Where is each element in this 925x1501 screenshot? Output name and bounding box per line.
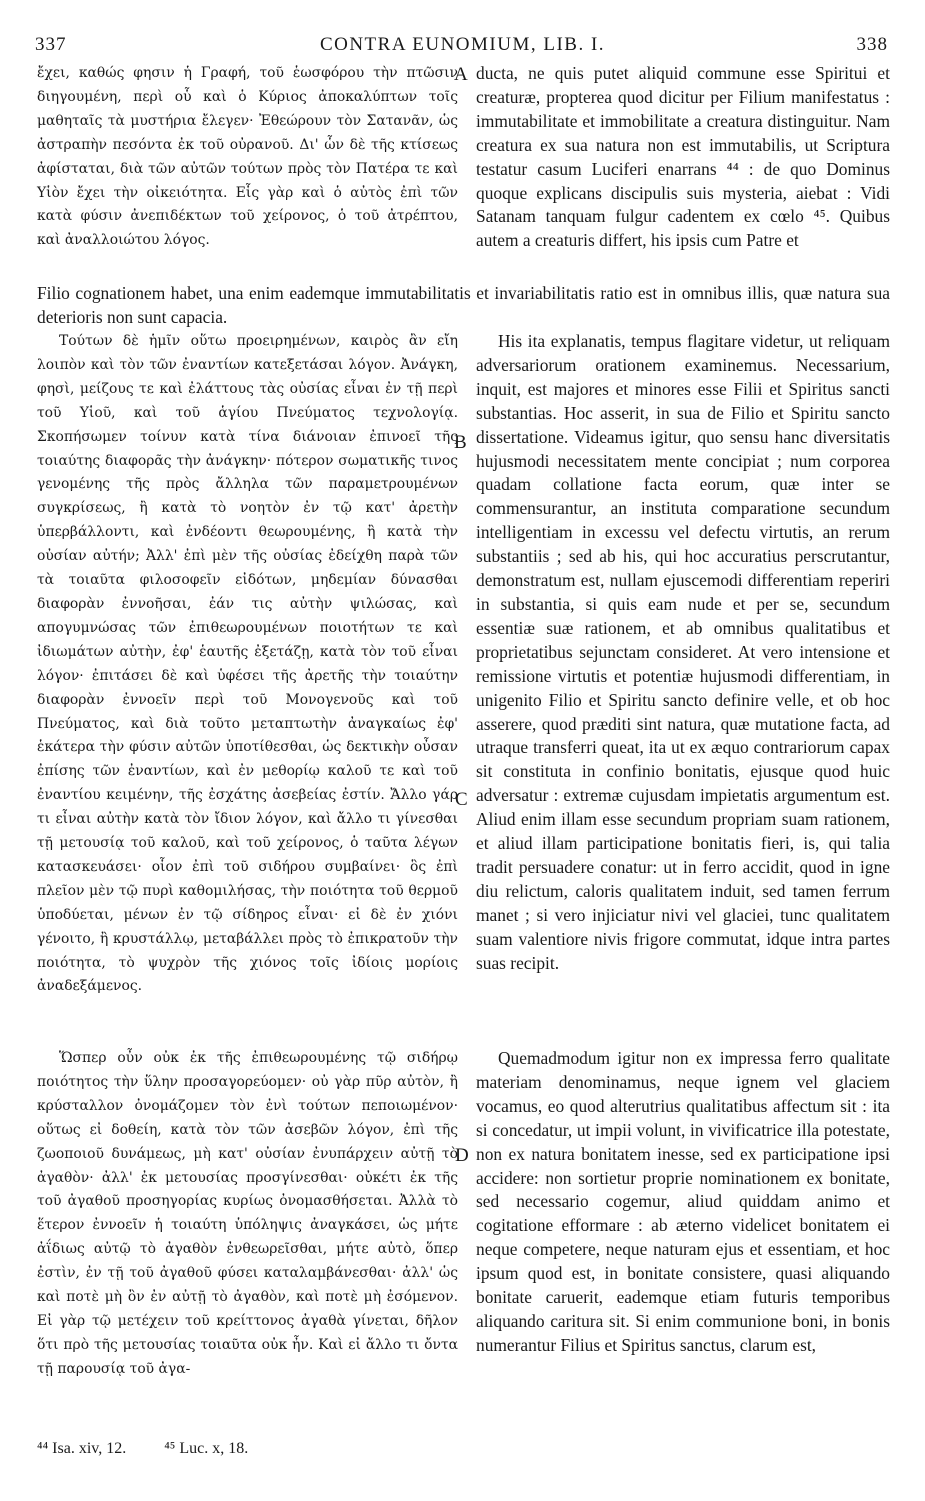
footnote-44: ⁴⁴ Isa. xiv, 12.: [37, 1440, 127, 1457]
latin-paragraph: Quemadmodum igitur non ex impressa ferro qualitate materiam denominamus, neque ignem vel glaciem vocamus, eo quod alterutrius qualitatibus affectum sit : ita si concedatur, ut impii volunt, in vivificatrice illa potestate, non ex natura bonitatem inesse, sed ex participatione ipsi accidere: non sortietur proprie nominationem ex bonitate, sed necessario cogemur, aliud quiddam animo et cogitatione efformare : ab æterno videlicet bonitatem ei neque competere, neque naturam ejus et essentiam, et hoc ipsum quod est, in bonitate consistere, quasi aliquando bonitate caruerit, eademque etiam futuris temporibus aliquando caritura sit. Si enim communione boni, in bonis numerantur Filius et Spiritus sanctus, clarum est,: [476, 1048, 890, 1355]
greek-paragraph: Ὥσπερ οὖν οὐκ ἐκ τῆς ἐπιθεωρουμένης τῷ σιδήρῳ ποιότητος τὴν ὕλην προσαγορεύομεν· οὐ γὰρ πῦρ αὐτὸν, ἢ κρύσταλλον ὀνομάζομεν τὸν ἐνὶ τούτων πεποιωμένον· οὕτως εἰ δοθείη, κατὰ τὸν τῶν ἀσεβῶν λόγον, ἐπὶ τῆς ζωοποιοῦ δυνάμεως, μὴ κατ' οὐσίαν ἐνυπάρχειν αὐτῇ τὸ ἀγαθὸν· ἀλλ' ἐκ μετουσίας προσγίνεσθαι· οὐκέτι ἐκ τῆς τοῦ ἀγαθοῦ προσηγορίας κυρίως ὀνομασθήσεται. Ἀλλὰ τὸ ἕτερον ἐννοεῖν ἡ τοιαύτη ὑπόληψις ἀναγκάσει, ὡς μήτε ἀΐδιως αὐτῷ τὸ ἀγαθὸν ἐνθεωρεῖσθαι, μήτε αὐτὸ, ὅπερ ἐστὶν, ἐν τῇ τοῦ ἀγαθοῦ φύσει καταλαμβάνεσθαι· ἀλλ' ὡς καὶ ποτὲ μὴ ὂν ἐν αὐτῇ τὸ ἀγαθὸν, καὶ ποτὲ μὴ ἐσόμενον. Εἰ γὰρ τῷ μετέχειν τοῦ κρείττονος ἀγαθὰ γίνεται, δῆλον ὅτι πρὸ τῆς μετουσίας τοιαῦτα οὐκ ἦν. Καὶ εἰ ἄλλο τι ὄντα τῇ παρουσίᾳ τοῦ ἀγα-: [37, 1050, 458, 1377]
section-marker-c: C: [455, 789, 468, 810]
latin-column-block-2: [476, 330, 890, 975]
running-header: [0, 34, 925, 60]
latin-column-block-1: [476, 62, 890, 253]
latin-column-block-3: [476, 1047, 890, 1358]
running-title: CONTRA EUNOMIUM, LIB. I.: [319, 34, 606, 55]
page-number-left: 337: [35, 34, 67, 55]
latin-full-width-line: Filio cognationem habet, una enim eademque immutabilitatis et invariabilitatis ratio est in omnibus illis, quæ natura sua deterioris non sunt capacia.: [37, 283, 890, 327]
greek-paragraph: ἔχει, καθώς φησιν ἡ Γραφή, τοῦ ἑωσφόρου τὴν πτῶσιν διηγουμένη, περὶ οὗ καὶ ὁ Κύριος ἀποκαλύπτων τοῖς μαθηταῖς τὰ μυστήρια ἔλεγεν· Ἐθεώρουν τὸν Σατανᾶν, ὡς ἀστραπὴν πεσόντα ἐκ τοῦ οὐρανοῦ. Δι' ὧν δὲ τῆς κτίσεως ἀφίσταται, διὰ τῶν αὐτῶν τούτων πρὸς τὸν Πατέρα τε καὶ Υἱὸν ἔχει τὴν οἰκειότητα. Εἷς γὰρ καὶ ὁ αὐτὸς ἐπὶ τῶν κατὰ φύσιν ἀνεπιδέκτων τοῦ χείρονος, ὁ τοῦ ἀτρέπτου, καὶ ἀναλλοιώτου λόγος.: [37, 65, 458, 249]
section-marker-b: B: [454, 432, 467, 453]
latin-paragraph: ducta, ne quis putet aliquid commune esse Spiritui et creaturæ, propterea quod dicitur per Filium manifestatus : immutabilitate et immobilitate a creatura distinguitur. Nam creatura ex sua natura non est immutabilis, ut Scriptura testatur casum Luciferi enarrans ⁴⁴ : de quo Dominus quoque explicans discipulis suis mysteria, aiebat : Vidi Satanam tanquam fulgur cadentem ex cœlo ⁴⁵. Quibus autem a creaturis differt, his ipsis cum Patre et: [476, 63, 890, 251]
greek-column-block-1: [37, 62, 458, 253]
greek-column-block-2: [37, 330, 458, 999]
latin-paragraph: His ita explanatis, tempus flagitare videtur, ut reliquam adversariorum orationem examinemus. Necessarium, inquit, est majores et minores esse Filii et Spiritus sancti substantias. Hoc asserit, in sua de Filio et Spiritu sancto dissertatione. Videamus igitur, quo sensu hanc diversitatis hujusmodi necessitatem mente concipiat ; num corporea quadam collatione facta eorum, quæ inter se commensurantur, an instituta comparatione secundum intelligentiam in excessu vel defectu virtutis, an rerum substantiis ; sed ab his, qui hoc accuratius perscrutantur, demonstratum est, nullam ejuscemodi differentiam reperiri in substantia, si quis eam nude et per se, secundum essentiæ suæ rationem, et ab omnibus qualitatibus et proprietatibus sejunctam consideret. At vero intensione et remissione virtutis et potentiæ hujusmodi differentiam, in unigenito Filio et Spiritu sancto definire velle, et ob hoc asserere, quod præditi sint natura, quæ mutatione facta, ad utraque transferri queat, ita ut ex æquo contrariorum capax sit constituta in confinio bonitatis, ejusque quod huic adversatur : extremæ cujusdam impietatis argumentum est. Aliud enim illam esse secundum propriam suam rationem, et aliud illam participatione bonitatis fieri, is, qui talia tradit persuadere conatur: ut in ferro accidit, quod in igne diu relictum, caloris qualitatem induit, sed tamen ferrum manet ; si vero injiciatur nivi vel glaciei, tunc qualitatem suam valentiore nivis frigore commutat, idque intra partes suas recipit.: [476, 331, 890, 973]
footnote-45: ⁴⁵ Luc. x, 18.: [164, 1440, 249, 1457]
footnotes: [37, 1440, 282, 1458]
greek-column-block-3: [37, 1047, 458, 1382]
section-marker-a: A: [454, 64, 468, 85]
section-marker-d: D: [455, 1145, 469, 1166]
greek-paragraph: Τούτων δὲ ἡμῖν οὕτω προειρημένων, καιρὸς ἂν εἴη λοιπὸν καὶ τὸν τῶν ἐναντίων κατεξετάσαι λόγον. Ἀνάγκη, φησὶ, μείζους τε καὶ ἐλάττους τὰς οὐσίας εἶναι ἐν τῇ περὶ τοῦ Υἱοῦ, καὶ τοῦ ἁγίου Πνεύματος τεχνολογίᾳ. Σκοπήσωμεν τοίνυν κατὰ τίνα διάνοιαν ἐπινοεῖ τῆς τοιαύτης διαφορᾶς τὴν ἀνάγκην· πότερον σωματικῆς τινος γενομένης τῆς πρὸς ἄλληλα τῶν παραμετρουμένων συγκρίσεως, ἢ κατὰ τὸ νοητὸν ἐν τῷ κατ' ἀρετὴν ὑπερβάλλοντι, καὶ ἐνδέοντι θεωρουμένης, ἢ κατὰ τὴν οὐσίαν αὐτήν; Ἀλλ' ἐπὶ μὲν τῆς οὐσίας ἐδείχθη παρὰ τῶν τὰ τοιαῦτα φιλοσοφεῖν εἰδότων, μηδεμίαν δύνασθαι διαφορὰν ἐννοῆσαι, ἐάν τις αὐτὴν ψιλώσας, καὶ απογυμνώσας τῶν ἐπιθεωρουμένων ποιοτήτων τε καὶ ἰδιωμάτων αὐτὴν, ἐφ' ἑαυτῆς ἐξετάζῃ, κατὰ τὸν τοῦ εἶναι λόγον· ἐπιτάσει δὲ καὶ ὑφέσει τῆς ἀρετῆς τὴν τοιαύτην διαφορὰν ἐννοεῖν περὶ τοῦ Μονογενοῦς καὶ τοῦ Πνεύματος, καὶ διὰ τοῦτο μεταπτωτὴν ἀναγκαίως ἐφ' ἑκάτερα τὴν φύσιν αὐτῶν ὑποτίθεσθαι, ὡς δεκτικὴν οὖσαν ἐπίσης τῶν ἐναντίων, καὶ ἐν μεθορίῳ καλοῦ τε καὶ τοῦ ἐναντίου κειμένην, τῆς ἐσχάτης ἀσεβείας ἐστίν. Ἄλλο γάρ τι εἶναι αὐτὴν κατὰ τὸν ἴδιον λόγον, καὶ ἄλλο τι γίνεσθαι τῇ μετουσίᾳ τοῦ καλοῦ, καὶ τοῦ χείρονος, ὁ ταῦτα λέγων κατασκευάσει· οἷον ἐπὶ τοῦ σιδήρου συμβαίνει· ὃς ἐπὶ πλεῖον μὲν τῷ πυρὶ καθομιλήσας, τὴν ποιότητα τοῦ θερμοῦ ὑποδύεται, μένων ἐν τῷ σίδηρος εἶναι· εἰ δὲ ἐν χιόνι γένοιτο, ἢ κρυστάλλῳ, μεταβάλλει πρὸς τὸ ἐπικρατοῦν τὴν ποιότητα, τὸ ψυχρὸν τῆς χιόνος τοῖς ἰδίοις μορίοις ἀναδεξάμενος.: [37, 333, 458, 995]
page-number-right: 338: [856, 34, 888, 55]
